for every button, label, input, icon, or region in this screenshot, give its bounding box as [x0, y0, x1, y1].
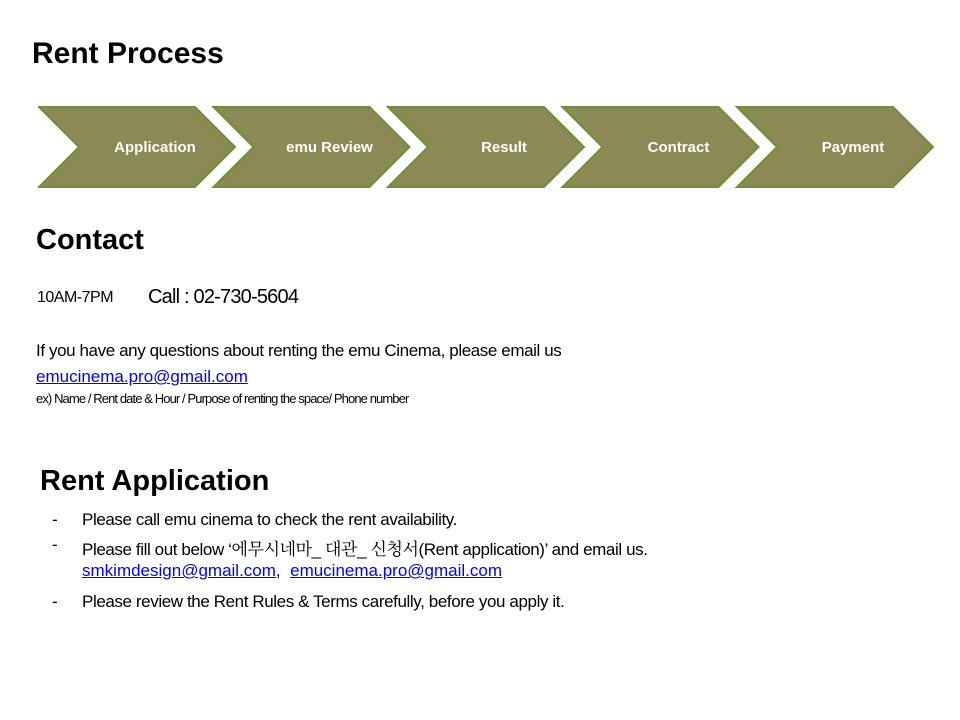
process-step-5-label: Payment: [821, 139, 885, 156]
contact-phone: Call : 02-730-5604: [148, 286, 299, 308]
contact-email-link[interactable]: emucinema.pro@gmail.com: [36, 367, 248, 386]
smkimdesign-email-link[interactable]: smkimdesign@gmail.com: [82, 561, 276, 580]
contact-heading: Contact: [36, 224, 144, 256]
bullet-review-rules: Please review the Rent Rules & Terms carefully, before you apply it.: [82, 592, 565, 611]
rent-process-flow: [38, 106, 938, 188]
emucinema-email-link[interactable]: emucinema.pro@gmail.com: [290, 561, 502, 580]
bullet-dash: -: [52, 592, 58, 611]
bullet-call-availability: Please call emu cinema to check the rent availability.: [82, 510, 457, 529]
process-arrows: [38, 106, 938, 188]
process-step-3-label: Result: [481, 139, 527, 156]
bullet-fill-application: Please fill out below ‘에무시네마_ 대관_ 신청서(Rent application)’ and email us.: [82, 540, 648, 559]
process-step-2-label: emu Review: [286, 139, 373, 156]
bullet-dash: -: [52, 535, 58, 554]
application-email-links: [82, 561, 502, 581]
email-separator: ,: [275, 561, 281, 580]
process-step-1-label: Application: [114, 139, 196, 156]
bullet-dash: -: [52, 510, 58, 529]
page-title: Rent Process: [32, 37, 224, 70]
process-step-4-label: Contract: [647, 139, 710, 156]
contact-email-example: ex) Name / Rent date & Hour / Purpose of renting the space/ Phone number: [36, 391, 409, 406]
rent-application-heading: Rent Application: [40, 465, 270, 497]
contact-question-text: If you have any questions about renting the emu Cinema, please email us: [36, 341, 562, 360]
contact-hours: 10AM-7PM: [37, 289, 114, 306]
